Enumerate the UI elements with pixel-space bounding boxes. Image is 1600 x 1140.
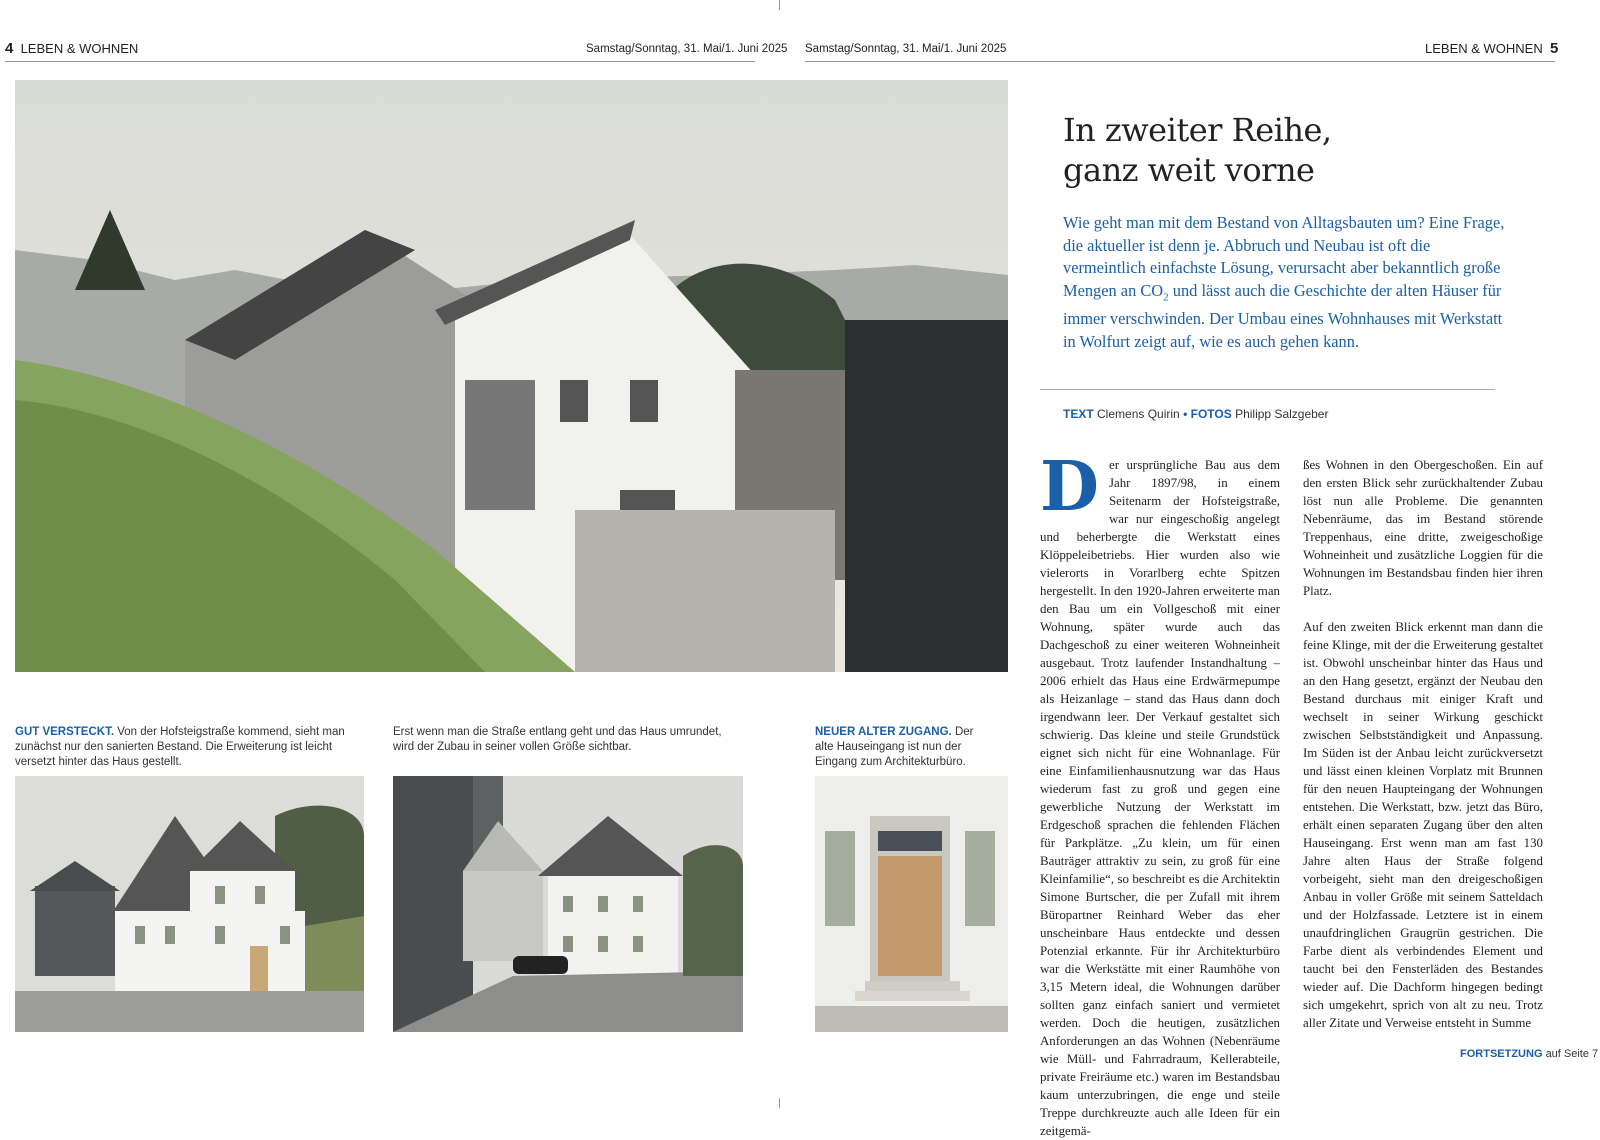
continuation-note	[1460, 1048, 1598, 1060]
lead-text: Wie geht man mit dem Bestand von Alltagsbauten um? Eine Frage, die aktueller ist denn je. Abbruch und Neubau ist oft die vermeintlich einfachste Lösung, verursacht aber bekanntlich große Mengen an CO	[1063, 213, 1505, 300]
photo-house-front	[15, 776, 364, 1032]
continuation-label: FORTSETZUNG	[1460, 1048, 1543, 1060]
credit-rule	[1040, 389, 1495, 390]
lead-subscript: 2	[1163, 290, 1169, 303]
page-number: 5	[1549, 40, 1559, 57]
photographer-name: Philipp Salzgeber	[1235, 407, 1329, 421]
article-credit	[1063, 407, 1328, 421]
photo-side-extension	[393, 776, 743, 1032]
caption-3	[815, 725, 990, 770]
left-page-date: Samstag/Sonntag, 31. Mai/1. Juni 2025	[586, 43, 788, 55]
fold-mark-top	[779, 0, 780, 10]
body-paragraph: Auf den zweiten Blick erkennt man dann die feine Klinge, mit der die Erweiterung gestaltet ist. Obwohl unscheinbar hinter das Haus und an den Hang gesetzt, ergänzt der Neubau den Bestand durchaus mit einiger Kraft und wechselt in seiner Wirkung geschickt zwischen Selbstständigkeit und Anpassung. Im Süden ist der Anbau leicht zurückversetzt und lässt einen kleinen Vorplatz mit Brunnen für den neuen Haupteingang der Wohnungen entstehen. Die Werkstatt, bzw. jetzt das Büro, erhält einen separaten Zugang über den alten Hauseingang. Erst wenn man am fast 130 Jahre alten Haus der Straße folgend vorbeigeht, sieht man den dreigeschoßigen Anbau in voller Größe mit seinem Satteldach und der Holzfassade. Letztere ist in einem unaufdringlichen Graugrün gestrichen. Die Farbe dient als verbindendes Element und taucht bei den Fensterläden des Bestandes wieder auf. Die Dachform hingegen bedingt sich umgekehrt, sprich von alt zu neu. Trotz aller Zitate und Verweise entsteht in Summe	[1303, 620, 1543, 1030]
continuation-text: auf Seite 7	[1545, 1048, 1599, 1060]
credit-separator: •	[1183, 407, 1188, 421]
main-photo	[15, 80, 1008, 672]
article-column-1	[1040, 447, 1280, 1140]
headline-line: In zweiter Reihe,	[1063, 111, 1332, 149]
section-label: LEBEN & WOHNEN	[20, 41, 139, 56]
section-label: LEBEN & WOHNEN	[1425, 41, 1543, 56]
caption-kicker: GUT VERSTECKT.	[15, 726, 115, 738]
drop-cap: D	[1040, 447, 1099, 527]
left-page-header	[5, 40, 138, 57]
headline-line: ganz weit vorne	[1063, 151, 1315, 189]
fold-mark-bottom	[779, 1098, 780, 1108]
author-name: Clemens Quirin	[1097, 407, 1180, 421]
article-lead	[1063, 212, 1508, 353]
article-column-2	[1303, 456, 1543, 1032]
credit-label: TEXT	[1063, 407, 1094, 421]
article-headline	[1063, 110, 1332, 190]
page-number: 4	[5, 40, 14, 57]
caption-text: Der alte Hauseingang ist nun der Eingang zum Architekturbüro.	[815, 726, 974, 768]
caption-1	[15, 725, 360, 770]
caption-2	[393, 725, 743, 755]
body-paragraph: ßes Wohnen in den Obergeschoßen. Ein auf den ersten Blick sehr zurückhaltender Zubau löst nun alle Probleme. Die genannten Nebenräume, das im Bestand störende Treppenhaus, eine dritte, zweigeschoßige Wohneinheit und zusätzliche Loggien für die Wohnungen im Bestandsbau finden hier ihren Platz.	[1303, 458, 1543, 598]
caption-kicker: NEUER ALTER ZUGANG.	[815, 726, 952, 738]
photo-entrance	[815, 776, 1008, 1032]
caption-text: Von der Hofsteigstraße kommend, sieht man zunächst nur den sanierten Bestand. Die Erweiterung ist leicht versetzt hinter das Haus gestellt.	[15, 726, 345, 768]
left-header-rule	[5, 61, 755, 62]
lead-text: und lässt auch die Geschichte der alten Häuser für immer verschwinden. Der Umbau eines Wohnhauses mit Werkstatt in Wolfurt zeigt auf, wie es auch gehen kann.	[1063, 280, 1503, 351]
body-paragraph: er ursprüngliche Bau aus dem Jahr 1897/98, in einem Seitenarm der Hofsteigstraße, war nur eingeschoßig angelegt und beherbergte die Werkstatt eines Klöppeleibetriebs. Hier wurden also wie vielerorts in Vorarlberg echte Spitzen hergestellt. In den 1920-Jahren erweiterte man den Bau um ein Vollgeschoß mit einer Wohnung, später wurde auch das Dachgeschoß zu einer weiteren Wohneinheit ausgebaut. Trotz laufender Instandhaltung – 2006 erhielt das Haus eine Erdwärmepumpe als Heizanlage – stand das Haus dann doch irgendwann leer. Der Verkauf gestaltet sich schwierig. Das kleine und steile Grundstück eignet sich nicht für eine Wohnanlage. Für eine Einfamilienhausnutzung war das Haus wiederum fast zu groß und gegen eine gewerbliche Nutzung der Werkstatt im Erdgeschoß sprachen die fehlenden Flächen für Parkplätze. „Zu klein, um für einen Bauträger attraktiv zu sein, zu groß für eine Kleinfamilie“, so beschreibt es die Architektin Simone Burtscher, die per Zufall mit ihrem Büropartner Reinhard Weber das eher unscheinbare Haus entdeckte und dessen Potenzial erkannte. Für ihr Architekturbüro war die Werkstätte mit einer Raumhöhe von 3,15 Metern ideal, die Wohnungen darüber sollten ganz einfach saniert und vermietet werden. Doch die heutigen, zusätzlichen Anforderungen an das Wohnen (Nebenräume wie Müll- und Fahrradraum, Kellerabteile, private Freiräume etc.) waren im Bestandsbau kaum unterzubringen, die enge und steile Treppe durchkreuzte auch alle Ideen für ein zeitgemä-	[1040, 458, 1280, 1138]
credit-label: FOTOS	[1190, 407, 1232, 421]
right-page-date: Samstag/Sonntag, 31. Mai/1. Juni 2025	[805, 43, 1007, 55]
right-page-header	[1425, 40, 1558, 57]
caption-text: Erst wenn man die Straße entlang geht und das Haus umrundet, wird der Zubau in seiner vollen Größe sichtbar.	[393, 726, 722, 753]
right-header-rule	[805, 61, 1555, 62]
